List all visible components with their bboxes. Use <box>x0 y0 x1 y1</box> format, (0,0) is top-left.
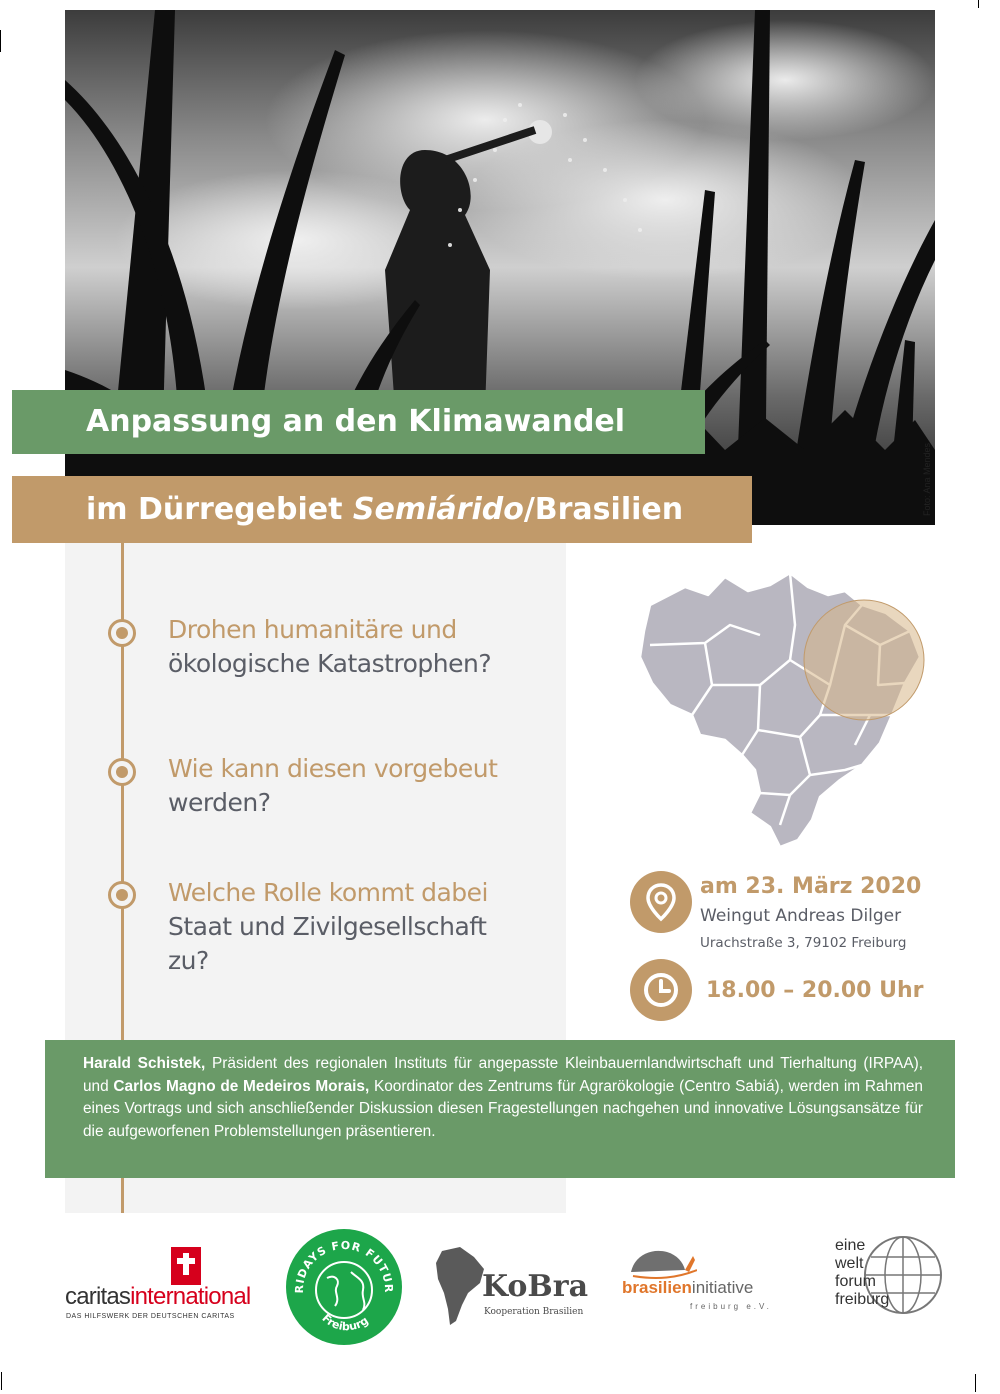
event-time: 18.00 – 20.00 Uhr <box>706 978 924 1003</box>
title-line-2-prefix: im Dürregebiet <box>86 492 353 527</box>
caritas-cross-icon <box>171 1247 201 1285</box>
kobra-subtitle: Kooperation Brasilien <box>484 1307 584 1317</box>
description-box <box>45 1040 955 1178</box>
kobra-name: KoBra <box>482 1269 589 1304</box>
question-2 <box>168 752 497 820</box>
crop-mark <box>1 1372 2 1390</box>
ewf-word-2: welt <box>835 1255 864 1272</box>
brasil-word-1: brasilien <box>622 1278 692 1297</box>
question-2-line-2: werden? <box>168 788 271 817</box>
caritas-international-logo <box>65 1245 260 1325</box>
title-line-2-suffix: /Brasilien <box>523 492 684 527</box>
question-1-line-2: ökologische Katastrophen? <box>168 649 492 678</box>
title-line-1: Anpassung an den Klimawandel <box>12 390 705 454</box>
event-address: Urachstraße 3, 79102 Freiburg <box>700 935 907 951</box>
description-text-1: Präsident des regionalen Instituts für angepasste Kleinbauernlandwirtschaft und Tierhaltung (IRPAA), und <box>83 1055 923 1095</box>
clock-icon <box>630 959 692 1021</box>
question-2-line-1: Wie kann diesen vorgebeut <box>168 754 498 783</box>
question-1 <box>168 613 491 681</box>
brazil-map <box>630 565 930 855</box>
caritas-word-2: international <box>130 1283 251 1310</box>
bullet-icon <box>108 758 136 786</box>
question-1-line-1: Drohen humanitäre und <box>168 615 457 644</box>
event-date: am 23. März 2020 <box>700 874 922 899</box>
question-3-line-2: Staat und Zivilgesellschaft <box>168 912 487 941</box>
caritas-subtitle: DAS HILFSWERK DER DEUTSCHEN CARITAS <box>66 1313 235 1320</box>
fridays-for-future-logo <box>285 1228 403 1346</box>
bullet-icon <box>108 881 136 909</box>
speaker-2: Carlos Magno de Medeiros Morais, <box>113 1077 370 1095</box>
title-line-2 <box>12 476 752 543</box>
ewf-word-1: eine <box>835 1237 866 1254</box>
brasil-wordmark <box>622 1278 753 1298</box>
brasilieninitiative-logo <box>622 1240 797 1320</box>
fff-bottom-text: Freiburg <box>319 1311 371 1334</box>
kobra-logo <box>432 1243 592 1328</box>
eine-welt-forum-logo <box>835 1225 945 1325</box>
caritas-wordmark <box>65 1283 250 1311</box>
description-text-2: Koordinator des Zentrums für Agrarökologie (Centro Sabiá), werden im Rahmen eines Vortrags und sich anschließender Diskussion diesen Fragestellungen nachgehen und innovative Lösungsansätze für die aufgeworfenen Problemstellungen präsentieren. <box>83 1077 923 1140</box>
speaker-1: Harald Schistek, <box>83 1055 206 1072</box>
question-3 <box>168 876 488 978</box>
ewf-word-4: freiburg <box>835 1291 890 1308</box>
question-3-line-3: zu? <box>168 946 209 975</box>
brasil-word-2: initiative <box>691 1278 754 1297</box>
fff-top-text: RIDAYS FOR FUTUR <box>292 1238 396 1294</box>
bullet-icon <box>108 619 136 647</box>
caritas-word-1: caritas <box>65 1283 131 1310</box>
ewf-word-3: forum <box>835 1273 876 1290</box>
crop-mark <box>0 30 1 52</box>
brasil-subtitle: freiburg e.V. <box>690 1302 772 1311</box>
title-line-2-italic: Semiárido <box>352 492 524 527</box>
location-pin-icon <box>630 871 692 933</box>
crop-mark <box>978 0 979 8</box>
armadillo-icon <box>627 1240 697 1280</box>
photo-credit: Foto: Ana Mendes <box>922 442 932 516</box>
question-3-line-1: Welche Rolle kommt dabei <box>168 878 488 907</box>
event-venue: Weingut Andreas Dilger <box>700 906 902 926</box>
crop-mark <box>975 1374 976 1392</box>
